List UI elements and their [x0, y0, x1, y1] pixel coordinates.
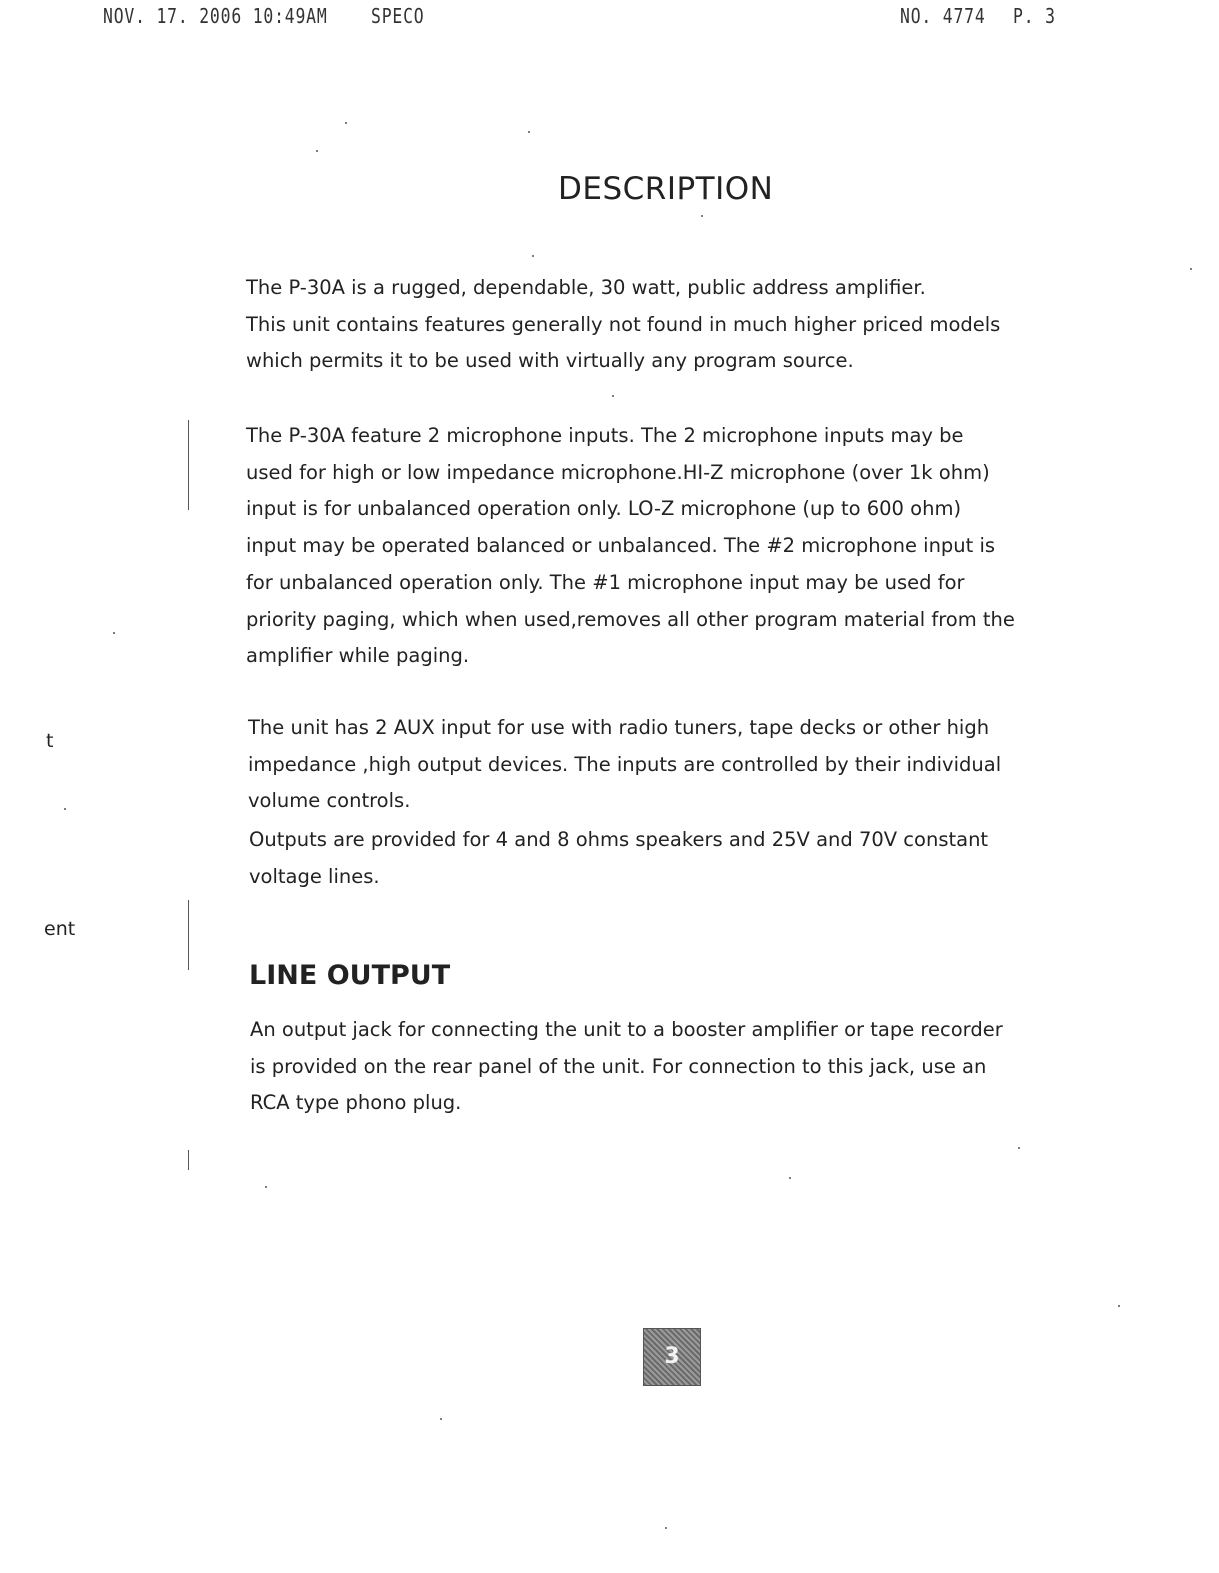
fax-header [0, 2, 1219, 32]
fax-page: P. 3 [1013, 4, 1056, 28]
paragraph-overview: The P-30A is a rugged, dependable, 30 watt, public address amplifier. This unit contains features generally not found in much higher priced models which permits it to be used with virtually any program source. [246, 276, 1001, 373]
margin-fragment: ent [44, 918, 76, 940]
paragraph-microphone-inputs: The P-30A feature 2 microphone inputs. The 2 microphone inputs may be used for high or low impedance microphone.HI-Z microphone (over 1k ohm) input is for unbalanced operation only. LO-Z microphone (up to 600 ohm) input may be operated balanced or unbalanced. The #2 microphone input is for unbalanced operation only. The #1 microphone input may be used for priority paging, which when used,removes all other program material from the amplifier while paging. [246, 424, 1015, 668]
margin-scan-line [188, 1150, 189, 1170]
fax-datetime: NOV. 17. 2006 10:49AM [103, 4, 328, 28]
section-heading-line-output: LINE OUTPUT [249, 960, 451, 992]
margin-fragment: t [46, 730, 54, 752]
page-title: DESCRIPTION [558, 170, 774, 207]
paragraph-aux-inputs: The unit has 2 AUX input for use with radio tuners, tape decks or other high impedance ,high output devices. The inputs are controlled by their individual volume controls. [248, 716, 1002, 813]
margin-scan-line [188, 420, 189, 510]
paragraph-line-output: An output jack for connecting the unit to a booster amplifier or tape recorder is provided on the rear panel of the unit. For connection to this jack, use an RCA type phono plug. [250, 1018, 1003, 1115]
fax-number: NO. 4774 [900, 4, 986, 28]
fax-sender: SPECO [371, 4, 425, 28]
page-number-badge: 3 [643, 1328, 701, 1386]
margin-scan-line [188, 900, 189, 970]
paragraph-outputs: Outputs are provided for 4 and 8 ohms speakers and 25V and 70V constant voltage lines. [249, 828, 989, 888]
